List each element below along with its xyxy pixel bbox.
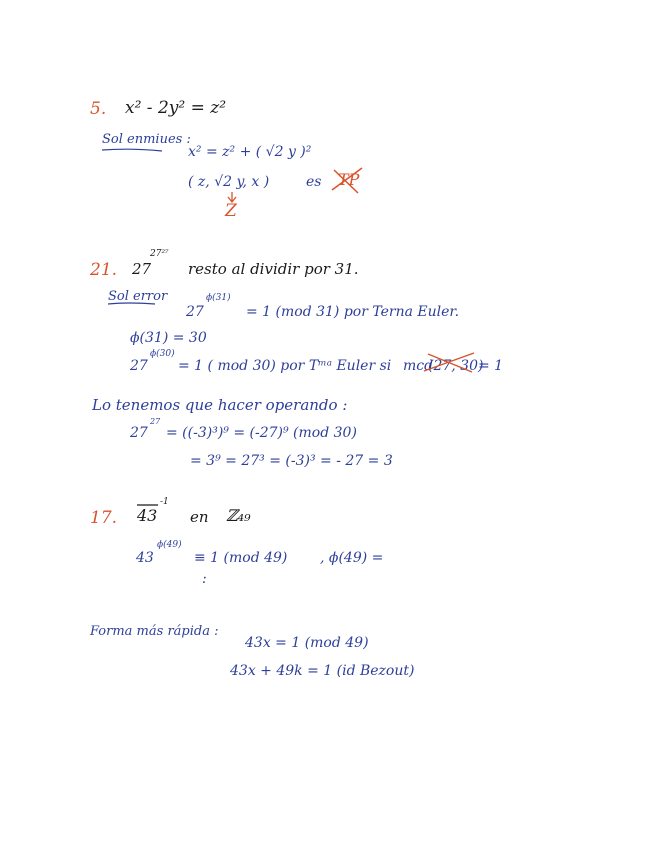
- p5-z-mark: Z: [225, 201, 237, 221]
- p21-mcd: mcd: [403, 358, 434, 374]
- mcd-strike-mark: [424, 353, 474, 372]
- problem-17-number: 17.: [90, 508, 118, 528]
- p21-line1-exp: ϕ(31): [206, 293, 231, 303]
- sol-underline-5: [102, 149, 162, 151]
- p21-line1-base: 27: [186, 304, 204, 320]
- problem-5-equation: x² - 2y² = z²: [125, 98, 227, 118]
- p17-forma: Forma más rápida :: [90, 624, 219, 639]
- sol-label-5: Sol enmiues :: [102, 132, 191, 147]
- p21-line4-a: 27: [130, 425, 148, 441]
- p17-eq1: 43x = 1 (mod 49): [245, 635, 369, 651]
- p17-ring: ℤ₄₉: [226, 506, 251, 525]
- p17-dots: :: [202, 571, 207, 587]
- sol-label-21: Sol error: [108, 289, 168, 304]
- p17-en: en: [190, 508, 209, 526]
- p17-phi: , ϕ(49) =: [320, 550, 384, 566]
- p21-line4-b: 27: [150, 417, 161, 426]
- p5-es: es: [306, 174, 322, 190]
- p21-line3-base: 27: [130, 358, 148, 374]
- p21-phi: ϕ(31) = 30: [130, 330, 207, 346]
- p5-triple: ( z, √2 y, x ): [188, 174, 270, 190]
- p17-line1-exp: ϕ(49): [157, 540, 182, 550]
- tp-strike-mark: [332, 168, 362, 193]
- p21-mcd-args: (27, 30): [428, 358, 484, 374]
- problem-21-number: 21.: [90, 260, 118, 280]
- p21-base: 27: [132, 260, 152, 278]
- p21-tenemos: Lo tenemos que hacer operando :: [92, 396, 348, 414]
- p21-line4-c: = ((-3)³)⁹ = (-27)⁹ (mod 30): [166, 425, 357, 441]
- p21-power: 27²⁷: [150, 249, 169, 259]
- p21-line3-exp: ϕ(30): [150, 349, 175, 359]
- problem-5-number: 5.: [90, 99, 107, 119]
- p5-line1: x² = z² + ( √2 y )²: [188, 144, 312, 160]
- p5-arrow-mark: [228, 192, 236, 202]
- p21-line1-rest: = 1 (mod 31) por Terna Euler.: [246, 304, 460, 320]
- p17-line1-rest: ≡ 1 (mod 49): [194, 550, 288, 566]
- p21-line5: = 3⁹ = 27³ = (-3)³ = - 27 = 3: [190, 453, 393, 469]
- p5-tp: TP: [338, 170, 360, 189]
- sol-underline-21: [108, 303, 155, 304]
- p21-statement: resto al dividir por 31.: [188, 260, 359, 278]
- p21-eq-one: = 1: [478, 358, 504, 374]
- p17-line1-base: 43: [136, 550, 154, 566]
- p17-expr-exp: -1: [160, 497, 169, 507]
- p17-eq2: 43x + 49k = 1 (id Bezout): [230, 663, 415, 679]
- p21-line3-rest: = 1 ( mod 30) por Tᵐᵃ Euler si: [178, 358, 392, 374]
- p17-expr: 43: [137, 506, 158, 525]
